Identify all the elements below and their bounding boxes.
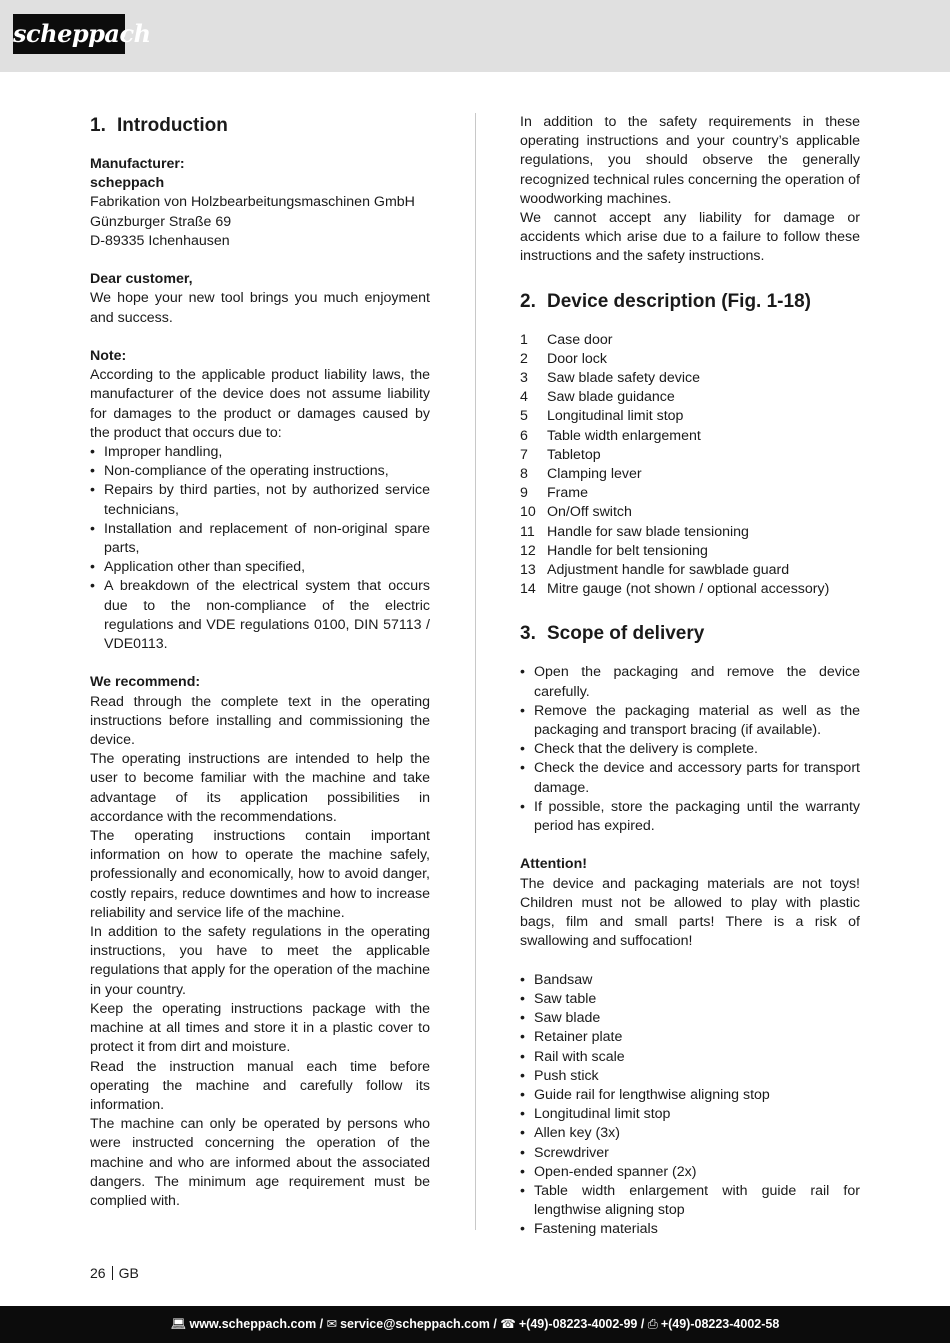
manufacturer-label: Manufacturer: xyxy=(90,156,185,172)
part-label: Mitre gauge (not shown / optional accessory) xyxy=(547,581,830,598)
device-part-item xyxy=(520,331,860,350)
heading-number: 3. xyxy=(520,623,536,645)
part-label: Frame xyxy=(547,485,588,502)
part-number: 13 xyxy=(520,562,536,579)
device-part-item xyxy=(520,350,860,369)
page-language: GB xyxy=(118,1265,139,1281)
paragraph: Read through the complete text in the operating instructions before installing and commissioning the device. xyxy=(90,693,430,749)
dear-customer-label: Dear customer, xyxy=(90,271,193,288)
list-item: • Table width enlargement with guide rail for lengthwise aligning stop xyxy=(520,1182,860,1220)
heading-text: Introduction xyxy=(117,115,228,136)
list-item: • Saw blade xyxy=(520,1009,860,1028)
address-line: Günzburger Straße 69 xyxy=(90,213,232,230)
paragraph: The operating instructions contain important information on how to operate the machine safely, professionally and economically, how to avoid danger, costly repairs, reduce downtimes and how to increase reliability and service life of the machine. xyxy=(90,828,430,921)
mail-icon: ✉︎ xyxy=(326,1317,338,1331)
part-number: 6 xyxy=(520,427,528,444)
list-item: • Installation and replacement of non-original spare parts, xyxy=(90,520,430,558)
part-label: Handle for belt tensioning xyxy=(547,542,708,559)
list-item: • Open-ended spanner (2x) xyxy=(520,1163,860,1182)
list-item: • Retainer plate xyxy=(520,1028,860,1047)
list-item: • Guide rail for lengthwise aligning stop xyxy=(520,1086,860,1105)
section-heading-device-description xyxy=(520,289,860,315)
list-item: • Rail with scale xyxy=(520,1048,860,1067)
note-text: According to the applicable product liability laws, the manufacturer of the device does not assume liability for damages to the product or damages caused by the product that occurs due to: xyxy=(90,367,430,441)
website-link[interactable]: www.scheppach.com xyxy=(189,1317,317,1331)
part-number: 7 xyxy=(520,446,528,463)
list-item: • Repairs by third parties, not by authorized service technicians, xyxy=(90,481,430,519)
heading-number: 2. xyxy=(520,290,536,312)
right-column xyxy=(520,113,860,1240)
list-item: • If possible, store the packaging until the warranty period has expired. xyxy=(520,798,860,836)
computer-icon: 💻︎ xyxy=(170,1317,187,1331)
page-number xyxy=(90,1265,139,1281)
part-number: 5 xyxy=(520,408,528,425)
list-item: • A breakdown of the electrical system that occurs due to the non-compliance of the electric regulations and VDE regulations 0100, DIN 57113 / VDE0113. xyxy=(90,577,430,654)
part-number: 10 xyxy=(520,504,536,521)
section-heading-introduction xyxy=(90,113,430,139)
header-bar xyxy=(0,0,950,72)
fax-icon: ⎙ xyxy=(647,1317,658,1331)
part-label: Saw blade guidance xyxy=(547,389,675,406)
part-label: Adjustment handle for sawblade guard xyxy=(547,562,790,579)
part-number: 9 xyxy=(520,485,528,502)
paragraph: In addition to the safety requirements in these operating instructions and your country’s applicable regulations, you should observe the generally recognized technical rules concerning the operation of woodworking machines. xyxy=(520,114,860,207)
part-number: 12 xyxy=(520,542,536,559)
list-item: • Open the packaging and remove the device carefully. xyxy=(520,663,860,701)
device-part-item xyxy=(520,446,860,465)
address-line: Fabrikation von Holzbearbeitungsmaschinen GmbH xyxy=(90,194,415,211)
attention-label: Attention! xyxy=(520,856,587,873)
part-label: Saw blade safety device xyxy=(547,370,701,387)
device-part-item xyxy=(520,580,860,599)
list-item: • Screwdriver xyxy=(520,1144,860,1163)
device-part-item xyxy=(520,369,860,388)
part-number: 11 xyxy=(520,523,535,540)
device-part-item xyxy=(520,503,860,522)
dear-customer-text: We hope your new tool brings you much enjoyment and success. xyxy=(90,290,430,326)
heading-text: Scope of delivery xyxy=(547,623,705,645)
paragraph: In addition to the safety regulations in the operating instructions, you have to meet the applicable regulations that apply for the operation of the machine in your country. xyxy=(90,924,430,998)
device-part-item xyxy=(520,561,860,580)
part-number: 3 xyxy=(520,370,528,387)
device-part-item xyxy=(520,523,860,542)
footer-bar xyxy=(0,1306,950,1343)
paragraph: Read the instruction manual each time before operating the machine and carefully follow its information. xyxy=(90,1058,430,1113)
list-item: • Application other than specified, xyxy=(90,558,430,577)
device-part-item xyxy=(520,484,860,503)
paragraph: The machine can only be operated by persons who were instructed concerning the operation of the machine and who are informed about the associated dangers. The minimum age requirement must be complied with. xyxy=(90,1116,430,1209)
list-item: • Non-compliance of the operating instructions, xyxy=(90,462,430,481)
page-separator xyxy=(112,1266,113,1280)
part-label: Case door xyxy=(547,331,613,348)
part-label: Table width enlargement xyxy=(547,427,701,444)
scheppach-logo: scheppach xyxy=(13,14,125,54)
part-number: 14 xyxy=(520,581,536,598)
part-number: 4 xyxy=(520,389,528,406)
paragraph: We cannot accept any liability for damage or accidents which arise due to a failure to follow these instructions and the safety instructions. xyxy=(520,210,860,265)
manufacturer-name: scheppach xyxy=(90,175,165,192)
list-item: • Fastening materials xyxy=(520,1220,860,1239)
list-item: • Saw table xyxy=(520,990,860,1009)
phone-icon: ☎ xyxy=(500,1317,516,1331)
paragraph: The operating instructions are intended to help the user to become familiar with the machine and take advantage of its application possibilities in accordance with the recommendations. xyxy=(90,751,430,825)
email-link[interactable]: service@scheppach.com xyxy=(340,1317,490,1331)
column-divider xyxy=(475,113,476,1230)
note-label: Note: xyxy=(90,348,127,364)
part-number: 1 xyxy=(520,331,528,348)
part-label: Handle for saw blade tensioning xyxy=(547,523,749,540)
part-number: 2 xyxy=(520,350,528,367)
attention-text: The device and packaging materials are not toys! Children must not be allowed to play with plastic bags, film and small parts! There is a risk of swallowing and suffocation! xyxy=(520,875,860,950)
delivery-steps-list xyxy=(520,663,860,836)
part-label: Longitudinal limit stop xyxy=(547,408,684,425)
device-part-item xyxy=(520,465,860,484)
list-item: • Check the device and accessory parts for transport damage. xyxy=(520,759,860,797)
left-column xyxy=(90,113,430,1211)
list-item: • Push stick xyxy=(520,1067,860,1086)
device-part-item xyxy=(520,427,860,446)
part-label: Tabletop xyxy=(547,446,601,463)
part-label: Door lock xyxy=(547,350,607,367)
section-heading-scope-of-delivery xyxy=(520,621,860,647)
phone-number: +(49)-08223-4002-99 xyxy=(518,1317,638,1331)
list-item: • Bandsaw xyxy=(520,971,860,990)
delivery-items-list xyxy=(520,971,860,1240)
paragraph: Keep the operating instructions package with the machine at all times and store it in a plastic cover to protect it from dirt and moisture. xyxy=(90,1000,430,1056)
heading-number: 1. xyxy=(90,115,106,136)
part-number: 8 xyxy=(520,466,528,483)
page-number-value: 26 xyxy=(90,1265,106,1281)
list-item: • Allen key (3x) xyxy=(520,1124,860,1143)
device-part-item xyxy=(520,407,860,426)
part-label: Clamping lever xyxy=(547,466,642,483)
footer-separator: / xyxy=(637,1317,648,1331)
part-label: On/Off switch xyxy=(547,504,632,521)
recommend-label: We recommend: xyxy=(90,674,201,691)
device-part-item xyxy=(520,388,860,407)
heading-text: Device description (Fig. 1-18) xyxy=(547,290,811,312)
device-part-item xyxy=(520,542,860,561)
list-item: • Remove the packaging material as well as the packaging and transport bracing (if available). xyxy=(520,702,860,740)
list-item: • Longitudinal limit stop xyxy=(520,1105,860,1124)
list-item: • Check that the delivery is complete. xyxy=(520,740,860,759)
list-item: • Improper handling, xyxy=(90,443,430,462)
footer-separator: / xyxy=(316,1317,327,1331)
liability-list xyxy=(90,443,430,654)
fax-number: +(49)-08223-4002-58 xyxy=(660,1317,780,1331)
footer-separator: / xyxy=(489,1317,501,1331)
address-line: D-89335 Ichenhausen xyxy=(90,232,230,249)
device-parts-list xyxy=(520,331,860,600)
